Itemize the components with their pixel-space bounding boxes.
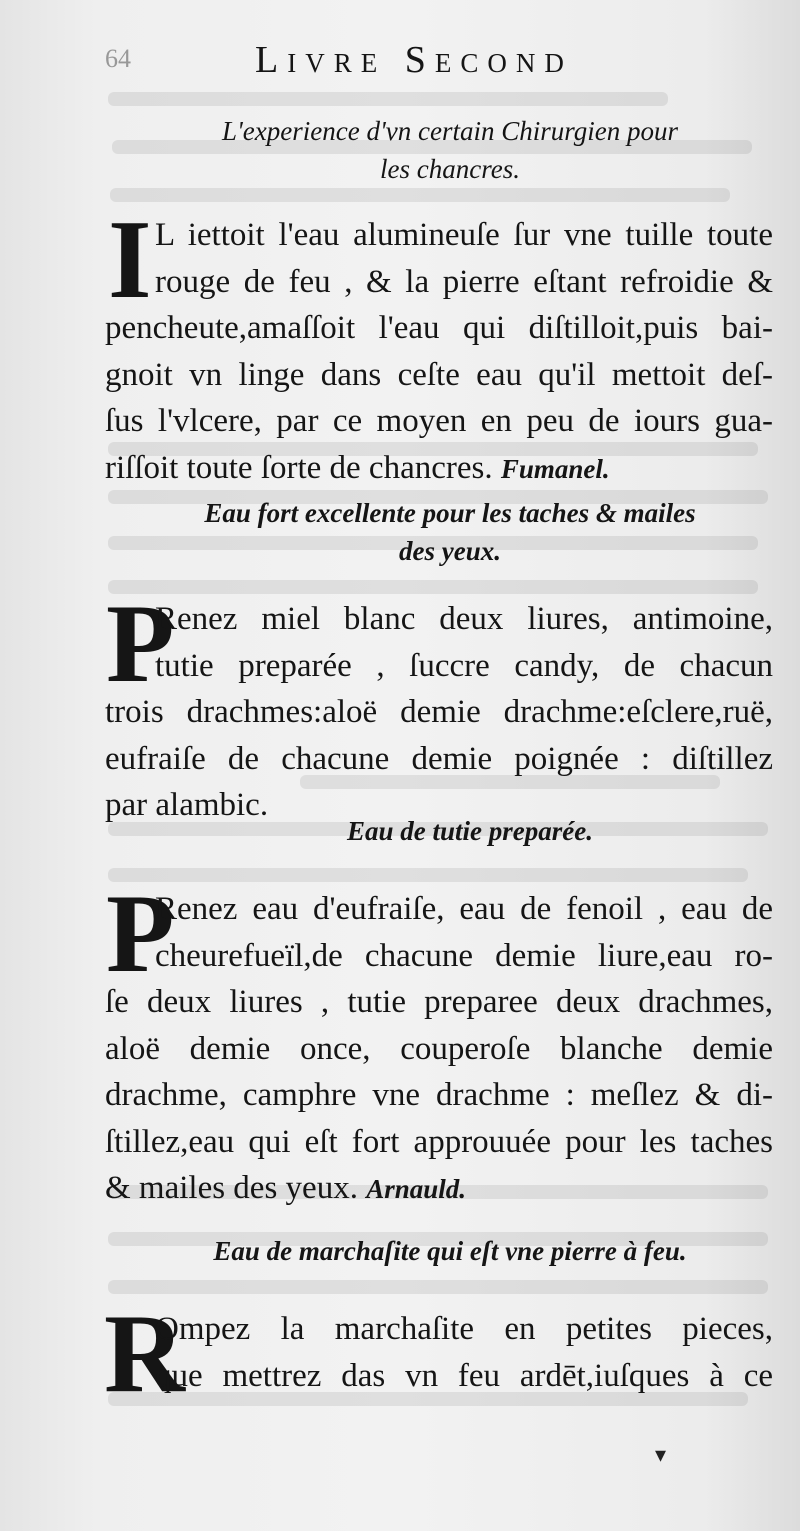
text-line: aloë demie once, couperoſe blanche demie <box>105 1030 773 1067</box>
paragraph <box>105 872 773 1212</box>
text-line: rouge de feu , & la pierre eſtant refroidie & <box>155 263 773 300</box>
drop-cap: P <box>106 872 175 996</box>
running-head <box>105 38 765 88</box>
section-heading-line: des yeux. <box>399 536 501 566</box>
text-line: drachme, camphre vne drachme : meſlez & di- <box>105 1077 773 1113</box>
drop-cap: R <box>104 1292 185 1416</box>
paragraph <box>105 582 773 829</box>
section-heading-line: Eau fort excellente pour les taches & mailes <box>204 498 696 528</box>
author-citation: Arnauld. <box>366 1174 467 1204</box>
text-line: trois drachmes:aloë demie drachme:eſclere,ruë, <box>105 694 773 730</box>
section-heading-line: les chancres. <box>380 154 520 184</box>
text-line <box>105 1165 773 1212</box>
paragraph <box>104 1292 773 1416</box>
text-line: Ompez la marchaſite en petites pieces, <box>155 1311 773 1347</box>
section-heading-line: L'experience d'vn certain Chirurgien pour <box>222 116 678 146</box>
section-heading <box>170 112 730 188</box>
folio-number: 64 <box>105 44 131 73</box>
text-line: pencheute,amaſſoit l'eau qui diſtilloit,puis bai- <box>105 310 773 346</box>
text-line-body: riſſoit toute ſorte de chancres. <box>105 449 493 486</box>
section-heading <box>250 812 690 850</box>
text-line: Renez eau d'eufraiſe, eau de fenoil , eau de <box>155 891 773 927</box>
section-heading-line: Eau de tutie preparée. <box>347 816 593 846</box>
section-heading <box>150 1232 750 1270</box>
running-head-title: Livre Second <box>255 39 573 81</box>
text-line: ſe deux liures , tutie preparee deux drachmes, <box>105 984 773 1020</box>
text-line <box>105 445 773 492</box>
text-line: Renez miel blanc deux liures, antimoine, <box>155 601 773 637</box>
text-line: L iettoit l'eau alumineuſe ſur vne tuille toute <box>155 217 773 253</box>
text-line-body: & mailes des yeux. <box>105 1170 358 1206</box>
text-line: gnoit vn linge dans ceſte eau qu'il mettoit deſ- <box>105 356 773 393</box>
text-line: cheurefueïl,de chacune demie liure,eau ro- <box>155 937 773 974</box>
text-line: par alambic. <box>105 787 269 823</box>
text-line: tutie preparée , ſuccre candy, de chacun <box>155 647 773 684</box>
drop-cap: P <box>106 582 175 706</box>
section-heading <box>150 494 750 570</box>
author-citation: Fumanel. <box>500 453 610 484</box>
text-line: que mettrez das vn feu ardēt,iuſques à ce <box>155 1357 773 1394</box>
section-heading-line: Eau de marchaſite qui eſt vne pierre à feu. <box>213 1236 687 1266</box>
paragraph <box>105 198 773 491</box>
drop-cap: I <box>108 198 152 322</box>
text-line: ſus l'vlcere, par ce moyen en peu de iours gua- <box>105 403 773 439</box>
printer-mark: ▾ <box>655 1442 667 1467</box>
text-line: ſtillez,eau qui eſt fort approuuée pour les taches <box>105 1123 773 1160</box>
text-line: eufraiſe de chacune demie poignée : diſtillez <box>105 740 773 777</box>
